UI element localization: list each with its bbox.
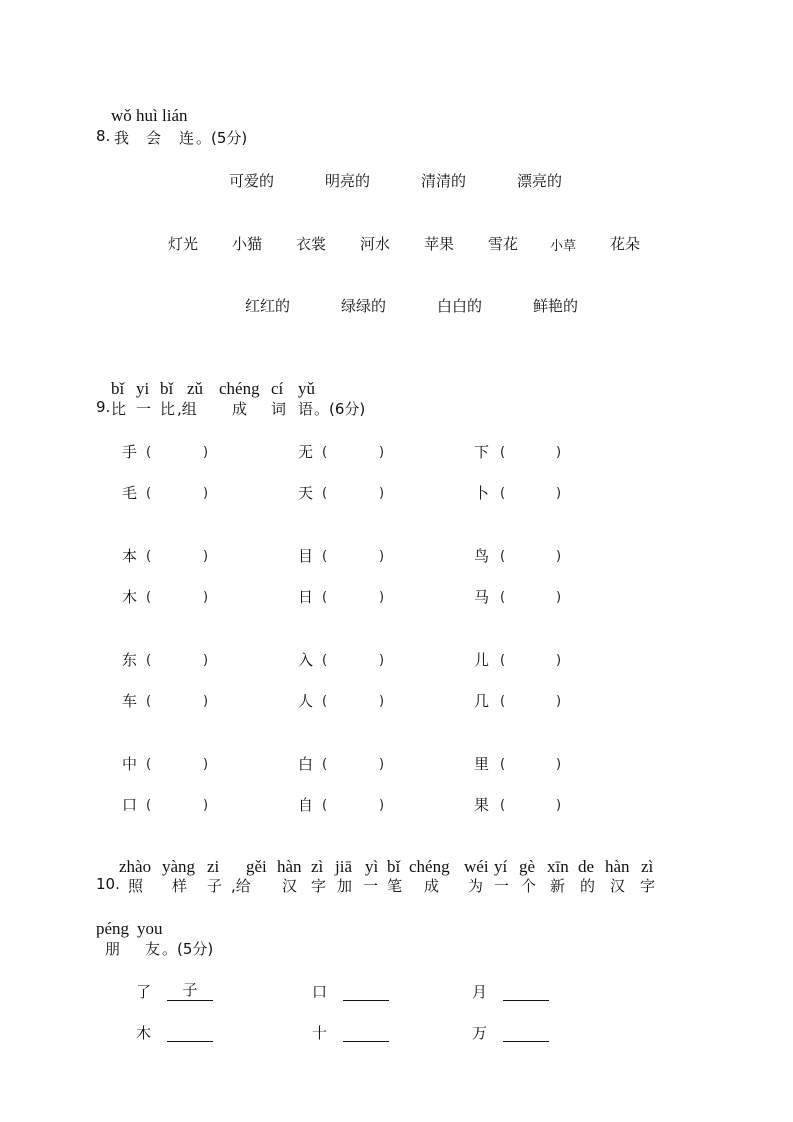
q10-base-char: 月 [472, 983, 488, 1001]
q9-cell-char: 里 [474, 755, 490, 773]
q10-pinyin: péng [96, 919, 130, 938]
q9-pinyin: yǔ [298, 379, 315, 398]
q9-pinyin: bǐ [160, 379, 174, 398]
q9-answer-box[interactable] [322, 585, 374, 607]
q9-paren-close: ) [379, 445, 385, 460]
q10-pinyin: zi [207, 857, 220, 876]
q8-char: 连 [179, 129, 195, 147]
q10-char: 样 [172, 877, 188, 895]
q9-answer-box[interactable] [322, 752, 374, 774]
q10-char: 成 [424, 877, 440, 895]
q9-paren-close: ) [556, 590, 562, 605]
q9-paren-close: ) [379, 486, 385, 501]
q9-score: 。(6分) [314, 400, 366, 418]
q10-base-char: 了 [136, 983, 152, 1001]
q10-answer-blank[interactable]: 子 [167, 980, 213, 1001]
q10-char: 笔 [387, 877, 403, 895]
q10-char: ,给 [231, 877, 251, 895]
q9-cell-char: 无 [298, 443, 314, 461]
q10-char: 朋 [105, 940, 121, 958]
q9-answer-box[interactable] [322, 648, 374, 670]
q10-base-char: 口 [312, 983, 328, 1001]
q9-cell-char: 人 [298, 692, 314, 710]
q10-pinyin: yì [365, 857, 379, 876]
q9-paren-close: ) [556, 486, 562, 501]
q9-paren-open: ( [146, 653, 152, 668]
q10-char: 新 [550, 877, 566, 895]
q9-paren-open: ( [500, 549, 506, 564]
q8-adjective[interactable]: 明亮的 [325, 172, 371, 190]
q10-char: 汉 [610, 877, 626, 895]
q9-paren-open: ( [146, 798, 152, 813]
q10-char: 汉 [282, 877, 298, 895]
q9-pinyin: yi [136, 379, 150, 398]
q8-noun[interactable]: 衣裳 [296, 235, 327, 253]
q9-cell-char: 白 [298, 755, 314, 773]
q9-cell-char: 鸟 [474, 547, 490, 565]
q8-char: 我 [114, 129, 130, 147]
q9-paren-open: ( [500, 445, 506, 460]
q9-answer-box[interactable] [146, 648, 198, 670]
q10-char: 的 [580, 877, 596, 895]
q9-paren-close: ) [556, 694, 562, 709]
q9-paren-close: ) [556, 445, 562, 460]
q9-paren-close: ) [203, 757, 209, 772]
q9-answer-box[interactable] [500, 793, 552, 815]
q9-paren-open: ( [322, 694, 328, 709]
q9-char: 词 [271, 400, 287, 418]
q9-answer-box[interactable] [500, 481, 552, 503]
q9-paren-close: ) [556, 549, 562, 564]
q9-answer-box[interactable] [500, 544, 552, 566]
q10-pinyin: zhào [119, 857, 152, 876]
q9-cell-char: 自 [298, 796, 314, 814]
q10-base-char: 十 [312, 1024, 328, 1042]
q8-adjective[interactable]: 白白的 [437, 297, 483, 315]
q9-cell-char: 毛 [122, 484, 138, 502]
q9-paren-open: ( [500, 694, 506, 709]
q10-pinyin: jiā [335, 857, 352, 876]
q8-adjective[interactable]: 可爱的 [229, 172, 275, 190]
q9-paren-close: ) [203, 798, 209, 813]
q9-cell-char: 果 [474, 796, 490, 814]
q9-answer-box[interactable] [500, 440, 552, 462]
q10-pinyin: hàn [605, 857, 630, 876]
q9-paren-close: ) [379, 798, 385, 813]
q9-paren-close: ) [203, 549, 209, 564]
q10-char: 字 [640, 877, 656, 895]
q9-paren-open: ( [322, 549, 328, 564]
q10-char: 照 [128, 877, 144, 895]
q9-answer-box[interactable] [146, 689, 198, 711]
q9-char: 比 [160, 400, 176, 418]
q9-char: 一 [136, 400, 152, 418]
q9-answer-box[interactable] [322, 481, 374, 503]
q10-char: 一 [363, 877, 379, 895]
q10-pinyin: hàn [277, 857, 302, 876]
q10-char: 子 [207, 877, 223, 895]
q9-answer-box[interactable] [500, 689, 552, 711]
q9-paren-close: ) [379, 694, 385, 709]
q9-answer-box[interactable] [322, 440, 374, 462]
q8-score: 。(5分) [196, 129, 248, 147]
q9-answer-box[interactable] [500, 752, 552, 774]
q9-answer-box[interactable] [146, 544, 198, 566]
q10-char: 个 [521, 877, 537, 895]
q9-paren-open: ( [322, 798, 328, 813]
q9-cell-char: 天 [298, 484, 314, 502]
q10-pinyin: chéng [409, 857, 450, 876]
q9-char: 比 [111, 400, 127, 418]
q9-paren-close: ) [379, 757, 385, 772]
q9-cell-char: 儿 [474, 651, 490, 669]
q9-paren-close: ) [379, 653, 385, 668]
q10-answer-blank[interactable] [343, 980, 389, 1001]
q9-answer-box[interactable] [500, 648, 552, 670]
q8-number: 8. [96, 127, 111, 145]
q9-cell-char: 手 [122, 443, 138, 461]
q9-paren-open: ( [146, 445, 152, 460]
q9-paren-close: ) [203, 590, 209, 605]
q9-answer-box[interactable] [146, 481, 198, 503]
q10-base-char: 木 [136, 1024, 152, 1042]
q9-paren-open: ( [146, 590, 152, 605]
q9-cell-char: 几 [474, 692, 490, 710]
q9-cell-char: 马 [474, 588, 490, 606]
q9-answer-box[interactable] [322, 793, 374, 815]
q10-pinyin: you [137, 919, 163, 938]
q9-paren-open: ( [146, 549, 152, 564]
q9-paren-open: ( [322, 486, 328, 501]
q9-cell-char: 东 [122, 651, 138, 669]
q9-paren-open: ( [500, 798, 506, 813]
q9-cell-char: 下 [474, 443, 490, 461]
q10-pinyin: yí [494, 857, 508, 876]
q9-answer-box[interactable] [500, 585, 552, 607]
q9-answer-box[interactable] [146, 793, 198, 815]
q10-number: 10. [96, 875, 120, 893]
q9-pinyin: zǔ [187, 379, 204, 398]
q9-pinyin: cí [271, 379, 284, 398]
q9-paren-open: ( [500, 590, 506, 605]
q8-adjective[interactable]: 清清的 [421, 172, 467, 190]
q9-paren-close: ) [379, 590, 385, 605]
q8-adjective[interactable]: 漂亮的 [517, 172, 563, 190]
q10-pinyin: xīn [547, 857, 569, 876]
q10-answer-blank[interactable] [167, 1021, 213, 1042]
q9-paren-close: ) [556, 653, 562, 668]
q9-paren-open: ( [146, 757, 152, 772]
q8-adjective[interactable]: 鲜艳的 [533, 297, 579, 315]
q9-cell-char: 本 [122, 547, 138, 565]
q8-noun[interactable]: 花朵 [610, 235, 641, 253]
q8-noun[interactable]: 雪花 [488, 235, 519, 253]
q10-pinyin: bǐ [387, 857, 401, 876]
q10-char: 一 [494, 877, 510, 895]
q10-base-char: 万 [472, 1024, 488, 1042]
q9-answer-box[interactable] [146, 440, 198, 462]
q9-paren-close: ) [203, 694, 209, 709]
q9-cell-char: 口 [122, 796, 138, 814]
q9-paren-open: ( [500, 486, 506, 501]
q10-pinyin: zì [311, 857, 324, 876]
q10-char: 为 [468, 877, 484, 895]
q10-char: 字 [311, 877, 327, 895]
q9-char: 语 [298, 400, 314, 418]
q9-paren-open: ( [322, 445, 328, 460]
q9-char: 成 [232, 400, 248, 418]
q9-answer-box[interactable] [322, 689, 374, 711]
q10-pinyin: zì [641, 857, 654, 876]
q8-noun[interactable]: 小猫 [232, 235, 263, 253]
q9-cell-char: 中 [122, 755, 138, 773]
q10-pinyin: gè [519, 857, 536, 876]
q9-cell-char: 卜 [474, 484, 490, 502]
q9-cell-char: 目 [298, 547, 314, 565]
q8-noun[interactable]: 小草 [550, 239, 577, 254]
q8-char: 会 [146, 129, 162, 147]
q10-pinyin: yàng [162, 857, 196, 876]
q9-paren-open: ( [500, 757, 506, 772]
q9-paren-open: ( [146, 694, 152, 709]
q8-pinyin: wǒ huì lián [111, 106, 188, 125]
q10-char: 加 [337, 877, 353, 895]
q9-paren-close: ) [379, 549, 385, 564]
q10-answer-blank[interactable] [343, 1021, 389, 1042]
q10-pinyin: de [578, 857, 595, 876]
q9-paren-open: ( [322, 653, 328, 668]
q9-paren-close: ) [556, 798, 562, 813]
q9-pinyin: chéng [219, 379, 260, 398]
q9-paren-close: ) [203, 653, 209, 668]
q10-score: 。(5分) [162, 940, 214, 958]
q10-answer-blank[interactable] [503, 980, 549, 1001]
q10-answer-blank[interactable] [503, 1021, 549, 1042]
q9-cell-char: 日 [298, 588, 314, 606]
q9-paren-close: ) [203, 486, 209, 501]
q9-paren-open: ( [322, 590, 328, 605]
q9-answer-box[interactable] [146, 752, 198, 774]
q9-answer-box[interactable] [146, 585, 198, 607]
q9-paren-open: ( [322, 757, 328, 772]
q9-cell-char: 车 [122, 692, 138, 710]
q8-noun[interactable]: 灯光 [168, 235, 199, 253]
q10-pinyin: wéi [464, 857, 489, 876]
q9-paren-open: ( [500, 653, 506, 668]
q9-paren-close: ) [203, 445, 209, 460]
q9-char: ,组 [177, 400, 197, 418]
q9-cell-char: 木 [122, 588, 138, 606]
q8-noun[interactable]: 河水 [360, 235, 391, 253]
q9-paren-open: ( [146, 486, 152, 501]
q8-adjective[interactable]: 红红的 [245, 297, 291, 315]
q8-adjective[interactable]: 绿绿的 [341, 297, 387, 315]
q8-noun[interactable]: 苹果 [424, 235, 455, 253]
q9-answer-box[interactable] [322, 544, 374, 566]
q10-pinyin: gěi [246, 857, 267, 876]
q10-char: 友 [145, 940, 161, 958]
q9-pinyin: bǐ [111, 379, 125, 398]
q9-cell-char: 入 [298, 651, 314, 669]
q9-paren-close: ) [556, 757, 562, 772]
q9-number: 9. [96, 398, 111, 416]
